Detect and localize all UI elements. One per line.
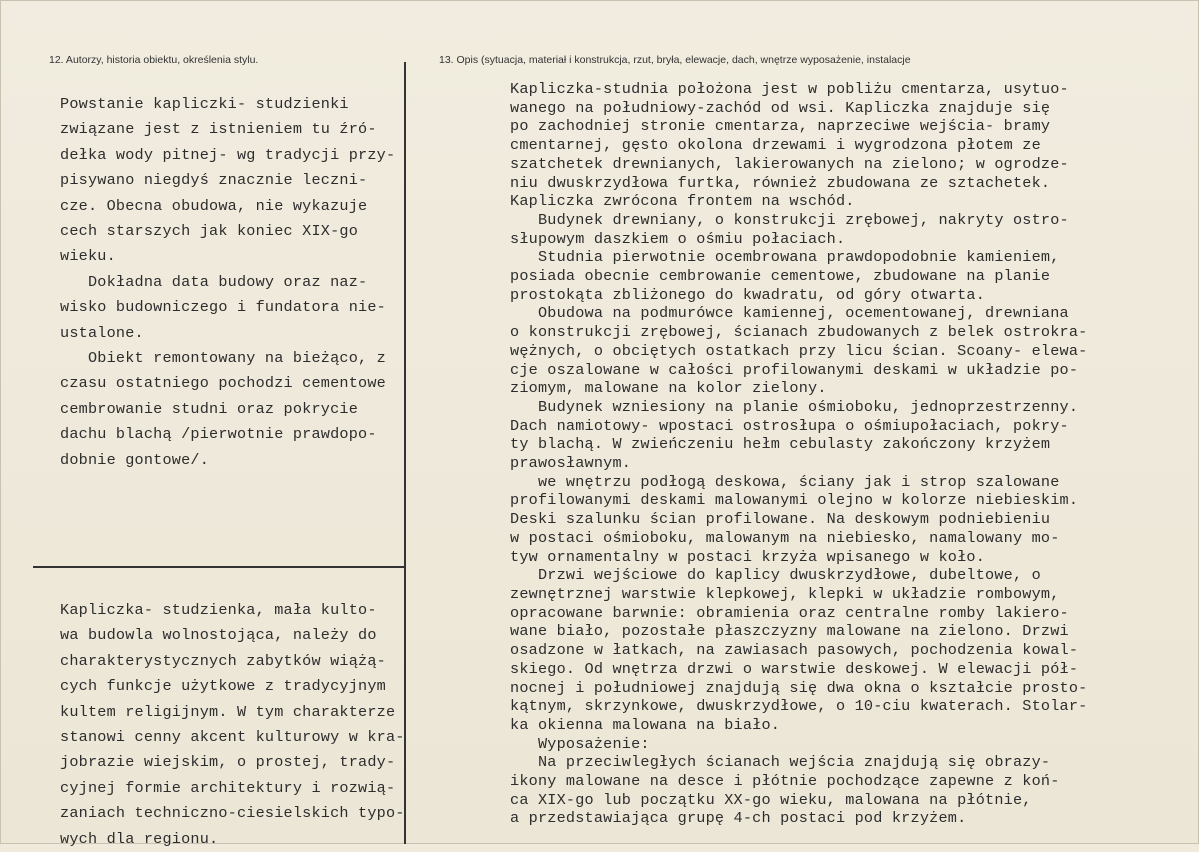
history-text: Powstanie kapliczki- studzienki związane jest z istnieniem tu źró- dełka wody pitnej- wg tradycji przy- pisywano niegdyś znacznie leczni- cze. Obecna obudowa, nie wykazuje cech starszych jak koniec XIX-go wieku. Dokładna data budowy oraz naz- wisko budowniczego i fundatora nie- ustalone. Obiekt remontowany na bieżąco, z czasu ostatniego pochodzi cementowe cembrowanie studni oraz pokrycie dachu blachą /pierwotnie prawdopo- dobnie gontowe/.	[60, 95, 396, 469]
style-text: Kapliczka- studzienka, mała kulto- wa budowla wolnostojąca, należy do charakterystycznych zabytków wiążą- cych funkcje użytkowe z tradycyjnym kultem religijnym. W tym charakterze stanowi cenny akcent kulturowy w kra- jobrazie wiejskim, o prostej, trady- cyjnej formie architektury i rozwią- zaniach techniczno-ciesielskich typo- wych dla regionu.	[60, 601, 405, 848]
left-section-divider	[33, 566, 405, 568]
description-text: Kapliczka-studnia położona jest w pobliżu cmentarza, usytuo- wanego na południowy-zachód od wsi. Kapliczka znajduje się po zachodniej stronie cmentarza, naprzeciwe wejścia- bramy cmentarnej, gęsto okolona drzewami i wygrodzona płotem ze szatchetek drewnianych, lakierowanych na zielono; w ogrodze- niu dwuskrzydłowa furtka, również zbudowana ze sztachetek. Kapliczka zwrócona frontem na wschód. Budynek drewniany, o konstrukcji zrębowej, nakryty ostro- słupowym daszkiem o ośmiu połaciach. Studnia pierwotnie ocembrowana prawdopodobnie kamieniem, posiada obecnie cembrowanie cementowe, zbudowane na planie prostokąta zbliżonego do kwadratu, od góry otwarta. Obudowa na podmurówce kamiennej, ocementowanej, drewniana o konstrukcji zrębowej, ścianach zbudowanych z belek ostrokra- wężnych, o obciętych ostatkach przy licu ścian. Scoany- elewa- cje oszalowane w całości profilowanymi deskami w układzie po- ziomym, malowane na kolor zielony. Budynek wzniesiony na planie ośmioboku, jednoprzestrzenny. Dach namiotowy- wpostaci ostrosłupa o ośmiupołaciach, pokry- ty blachą. W zwieńczeniu hełm cebulasty zakończony krzyżem prawosławnym. we wnętrzu podłogą deskowa, ściany jak i strop szalowane profilowanymi deskami malowanymi olejno w kolorze niebieskim. Deski szalunku ścian profilowane. Na deskowym podniebieniu w postaci ośmioboku, malowanym na niebiesko, namalowany mo- tyw ornamentalny w postaci krzyża wpisanego w koło. Drzwi wejściowe do kaplicy dwuskrzydłowe, dubeltowe, o zewnętrznej warstwie klepkowej, klepki w układzie rombowym, opracowane barwnie: obramienia oraz centralne romby lakiero- wane biało, pozostałe płaszczyzny malowane na zielono. Drzwi osadzone w łatkach, na zawiasach pasowych, pochodzenia kowal- skiego. Od wnętrza drzwi o warstwie deskowej. W elewacji pół- nocnej i południowej znajdują się dwa okna o kształcie prosto- kątnym, skrzynkowe, dwuskrzydłowe, o 10-ciu kwaterach. Stolar- ka okienna malowana na biało. Wyposażenie: Na przeciwległych ścianach wejścia znajdują się obrazy- ikony malowane na desce i płótnie pochodzące zapewne z koń- ca XIX-go lub początku XX-go wieku, malowana na płótnie, a przedstawiająca grupę 4-ch postaci pod krzyżem.	[510, 80, 1088, 828]
section-12-header: 12. Autorzy, historia obiektu, określenia stylu.	[49, 54, 259, 66]
section-13-header: 13. Opis (sytuacja, materiał i konstrukcja, rzut, bryła, elewacje, dach, wnętrze wyposażenie, instalacje	[439, 54, 911, 66]
